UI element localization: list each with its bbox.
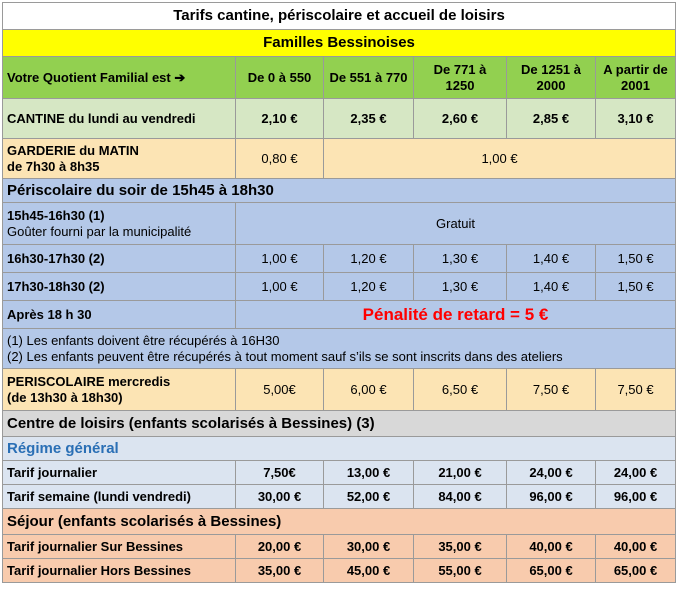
cantine-value: 2,10 € xyxy=(236,99,324,139)
periscolaire-row-3-value: 1,00 € xyxy=(236,273,324,301)
regime-semaine-value: 52,00 € xyxy=(324,485,414,509)
mercredis-row xyxy=(3,369,676,411)
mercredis-value: 6,50 € xyxy=(414,369,507,411)
periscolaire-row-2-label: 16h30-17h30 (2) xyxy=(3,245,236,273)
sejour-hors-value: 35,00 € xyxy=(236,559,324,583)
regime-journalier-value: 24,00 € xyxy=(596,461,676,485)
regime-journalier-value: 21,00 € xyxy=(414,461,507,485)
sejour-sur-value: 40,00 € xyxy=(596,535,676,559)
cantine-label: CANTINE du lundi au vendredi xyxy=(3,99,236,139)
table-title: Tarifs cantine, périscolaire et accueil de loisirs xyxy=(3,3,676,30)
bracket-1: De 551 à 770 xyxy=(324,57,414,99)
periscolaire-row-3-label: 17h30-18h30 (2) xyxy=(3,273,236,301)
sejour-sur-row xyxy=(3,535,676,559)
regime-journalier-row xyxy=(3,461,676,485)
regime-semaine-row xyxy=(3,485,676,509)
periscolaire-soir-heading-row xyxy=(3,179,676,203)
periscolaire-row-2-value: 1,40 € xyxy=(507,245,596,273)
bracket-3: De 1251 à 2000 xyxy=(507,57,596,99)
sejour-sur-value: 30,00 € xyxy=(324,535,414,559)
apres-row xyxy=(3,301,676,329)
sejour-heading-row xyxy=(3,509,676,535)
tarifs-table xyxy=(2,2,676,583)
regime-heading-row xyxy=(3,437,676,461)
garderie-row xyxy=(3,139,676,179)
sejour-sur-value: 20,00 € xyxy=(236,535,324,559)
periscolaire-row-3-value: 1,30 € xyxy=(414,273,507,301)
regime-journalier-value: 7,50€ xyxy=(236,461,324,485)
periscolaire-row-3-value: 1,20 € xyxy=(324,273,414,301)
centre-heading-row xyxy=(3,411,676,437)
periscolaire-row-2-value: 1,20 € xyxy=(324,245,414,273)
cantine-row xyxy=(3,99,676,139)
bracket-4: A partir de 2001 xyxy=(596,57,676,99)
sejour-hors-label: Tarif journalier Hors Bessines xyxy=(3,559,236,583)
periscolaire-row-3-value: 1,50 € xyxy=(596,273,676,301)
bracket-0: De 0 à 550 xyxy=(236,57,324,99)
mercredis-value: 7,50 € xyxy=(507,369,596,411)
regime-semaine-value: 84,00 € xyxy=(414,485,507,509)
periscolaire-row-2-value: 1,30 € xyxy=(414,245,507,273)
garderie-other-value: 1,00 € xyxy=(324,139,676,179)
mercredis-value: 7,50 € xyxy=(596,369,676,411)
periscolaire-row-1-label: 15h45-16h30 (1) Goûter fourni par la municipalité xyxy=(3,203,236,245)
penalite-text: Pénalité de retard = 5 € xyxy=(236,301,676,329)
familles-header: Familles Bessinoises xyxy=(3,30,676,57)
cantine-value: 2,60 € xyxy=(414,99,507,139)
cantine-value: 3,10 € xyxy=(596,99,676,139)
regime-semaine-value: 96,00 € xyxy=(507,485,596,509)
quotient-header-row xyxy=(3,57,676,99)
sejour-hors-row xyxy=(3,559,676,583)
regime-journalier-label: Tarif journalier xyxy=(3,461,236,485)
periscolaire-row-1 xyxy=(3,203,676,245)
regime-journalier-value: 13,00 € xyxy=(324,461,414,485)
periscolaire-row-2 xyxy=(3,245,676,273)
sejour-hors-value: 65,00 € xyxy=(507,559,596,583)
mercredis-value: 5,00€ xyxy=(236,369,324,411)
sejour-hors-value: 45,00 € xyxy=(324,559,414,583)
sejour-sur-value: 40,00 € xyxy=(507,535,596,559)
regime-semaine-label: Tarif semaine (lundi vendredi) xyxy=(3,485,236,509)
apres-label: Après 18 h 30 xyxy=(3,301,236,329)
periscolaire-row-2-value: 1,00 € xyxy=(236,245,324,273)
sejour-heading: Séjour (enfants scolarisés à Bessines) xyxy=(3,509,676,535)
mercredis-value: 6,00 € xyxy=(324,369,414,411)
periscolaire-row-2-value: 1,50 € xyxy=(596,245,676,273)
regime-journalier-value: 24,00 € xyxy=(507,461,596,485)
gratuit-value: Gratuit xyxy=(236,203,676,245)
garderie-first-value: 0,80 € xyxy=(236,139,324,179)
periscolaire-row-3-value: 1,40 € xyxy=(507,273,596,301)
notes: (1) Les enfants doivent être récupérés à 16H30 (2) Les enfants peuvent être récupérés à tout moment sauf s’ils se sont inscrits dans des ateliers xyxy=(3,329,676,369)
regime-semaine-value: 96,00 € xyxy=(596,485,676,509)
sejour-hors-value: 65,00 € xyxy=(596,559,676,583)
mercredis-label: PERISCOLAIRE mercredis (de 13h30 à 18h30) xyxy=(3,369,236,411)
right-arrow-icon: ➔ xyxy=(174,69,186,85)
cantine-value: 2,35 € xyxy=(324,99,414,139)
sejour-sur-label: Tarif journalier Sur Bessines xyxy=(3,535,236,559)
regime-heading: Régime général xyxy=(3,437,676,461)
quotient-label: Votre Quotient Familial est ➔ xyxy=(3,57,236,99)
periscolaire-soir-heading: Périscolaire du soir de 15h45 à 18h30 xyxy=(3,179,676,203)
sejour-hors-value: 55,00 € xyxy=(414,559,507,583)
garderie-label: GARDERIE du MATIN de 7h30 à 8h35 xyxy=(3,139,236,179)
centre-heading: Centre de loisirs (enfants scolarisés à Bessines) (3) xyxy=(3,411,676,437)
cantine-value: 2,85 € xyxy=(507,99,596,139)
regime-semaine-value: 30,00 € xyxy=(236,485,324,509)
notes-row xyxy=(3,329,676,369)
bracket-2: De 771 à 1250 xyxy=(414,57,507,99)
periscolaire-row-3 xyxy=(3,273,676,301)
sejour-sur-value: 35,00 € xyxy=(414,535,507,559)
